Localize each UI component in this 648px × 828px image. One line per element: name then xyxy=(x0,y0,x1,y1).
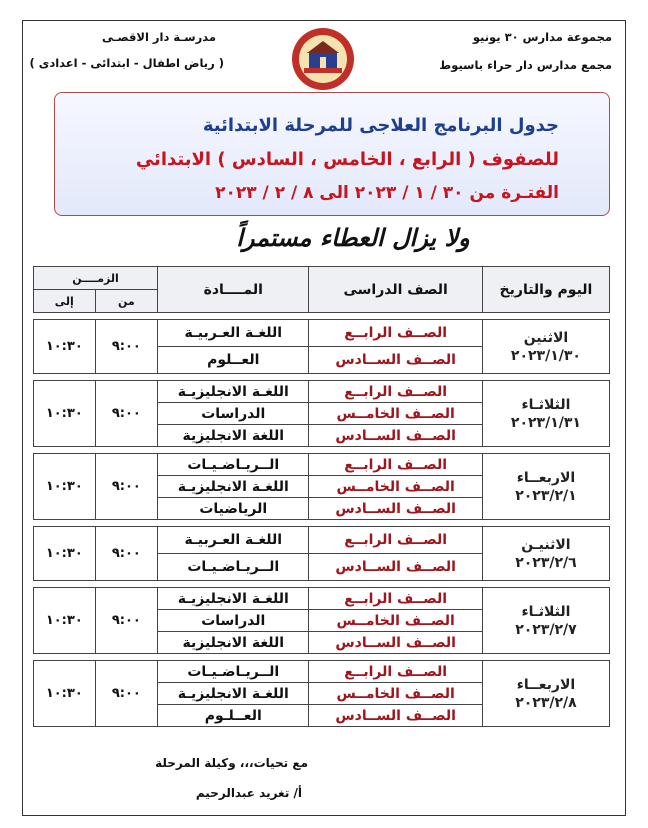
subject-cell: الدراسات xyxy=(158,610,309,632)
subject-cell: اللغـة العـربيـة xyxy=(158,527,309,554)
header-from: من xyxy=(95,290,158,313)
grade-cell: الصــف الســادس xyxy=(309,425,483,447)
grade-cell: الصــف الرابــع xyxy=(309,661,483,683)
day-cell: الاثنين ٢٠٢٣/١/٣٠ xyxy=(482,320,609,374)
day-cell: الاربعــاء ٢٠٢٣/٢/٨ xyxy=(482,661,609,727)
subject-cell: اللغـة العـربيـة xyxy=(158,320,309,347)
grade-cell: الصــف الســادس xyxy=(309,632,483,654)
footer-signature-name: أ/ تغريد عبدالرحيم xyxy=(195,786,302,800)
grade-cell: الصــف الســادس xyxy=(309,498,483,520)
grade-cell: الصــف الرابــع xyxy=(309,454,483,476)
grade-cell: الصــف الســادس xyxy=(309,705,483,727)
grade-cell: الصــف الســادس xyxy=(309,554,483,581)
time-to-cell: ١٠:٣٠ xyxy=(34,320,96,374)
grade-cell: الصــف الخامــس xyxy=(309,403,483,425)
time-to-cell: ١٠:٣٠ xyxy=(34,527,96,581)
header-right-line2: مجمع مدارس دار حراء باسيوط xyxy=(439,58,612,72)
school-seal-icon xyxy=(290,26,356,92)
banner-grades: للصفوف ( الرابع ، الخامس ، السادس ) الابتدائي xyxy=(135,149,559,170)
time-to-cell: ١٠:٣٠ xyxy=(34,454,96,520)
grade-cell: الصــف الخامــس xyxy=(309,476,483,498)
grade-cell: الصــف الرابــع xyxy=(309,381,483,403)
subject-cell: اللغة الانجليزية xyxy=(158,632,309,654)
header-day-date: اليوم والتاريخ xyxy=(482,267,609,313)
header-left-line1: مدرسـة دار الاقصـى xyxy=(101,30,216,44)
subject-cell: العــلوم xyxy=(158,347,309,374)
header-right-line1: مجموعة مدارس ٣٠ يونيو xyxy=(472,30,612,44)
time-to-cell: ١٠:٣٠ xyxy=(34,588,96,654)
day-cell: الثلاثـاء ٢٠٢٣/١/٣١ xyxy=(482,381,609,447)
day-cell: الثلاثـاء ٢٠٢٣/٢/٧ xyxy=(482,588,609,654)
grade-cell: الصــف الســادس xyxy=(309,347,483,374)
subject-cell: الــريـاضـيـات xyxy=(158,454,309,476)
grade-cell: الصــف الرابــع xyxy=(309,527,483,554)
subject-cell: اللغـة الانجليزيـة xyxy=(158,381,309,403)
banner-period: الفتـرة من ٣٠ / ١ / ٢٠٢٣ الى ٨ / ٢ / ٢٠٢٣ xyxy=(215,183,559,203)
slogan: ولا يزال العطاء مستمراً xyxy=(236,224,470,252)
subject-cell: الرياضيات xyxy=(158,498,309,520)
grade-cell: الصــف الرابــع xyxy=(309,588,483,610)
time-from-cell: ٩:٠٠ xyxy=(95,588,158,654)
banner-title: جدول البرنامج العلاجى للمرحلة الابتدائية xyxy=(202,115,559,136)
subject-cell: اللغـة الانجليزيـة xyxy=(158,476,309,498)
header-time: الزمــــن xyxy=(34,267,158,290)
time-from-cell: ٩:٠٠ xyxy=(95,381,158,447)
day-cell: الاربعــاء ٢٠٢٣/٢/١ xyxy=(482,454,609,520)
header-left-line2: ( رياض اطفال - ابتدائى - اعدادى ) xyxy=(29,56,224,70)
header-grade: الصف الدراسى xyxy=(309,267,483,313)
subject-cell: اللغـة الانجليزيـة xyxy=(158,588,309,610)
grade-cell: الصــف الخامــس xyxy=(309,610,483,632)
header-to: إلى xyxy=(34,290,96,313)
subject-cell: الــريـاضـيـات xyxy=(158,661,309,683)
subject-cell: الدراسات xyxy=(158,403,309,425)
subject-cell: العــلـوم xyxy=(158,705,309,727)
time-from-cell: ٩:٠٠ xyxy=(95,527,158,581)
subject-cell: الــريـاضـيـات xyxy=(158,554,309,581)
time-from-cell: ٩:٠٠ xyxy=(95,661,158,727)
schedule-table xyxy=(33,266,610,727)
subject-cell: اللغـة الانجليزيـة xyxy=(158,683,309,705)
subject-cell: اللغة الانجليزية xyxy=(158,425,309,447)
time-from-cell: ٩:٠٠ xyxy=(95,320,158,374)
footer-signature-title: مع تحيات،،، وكيلة المرحلة xyxy=(155,756,308,770)
day-cell: الاثنيـن ٢٠٢٣/٢/٦ xyxy=(482,527,609,581)
grade-cell: الصــف الخامــس xyxy=(309,683,483,705)
time-from-cell: ٩:٠٠ xyxy=(95,454,158,520)
time-to-cell: ١٠:٣٠ xyxy=(34,381,96,447)
header-subject: المــــادة xyxy=(158,267,309,313)
grade-cell: الصــف الرابــع xyxy=(309,320,483,347)
title-banner xyxy=(54,92,610,216)
time-to-cell: ١٠:٣٠ xyxy=(34,661,96,727)
